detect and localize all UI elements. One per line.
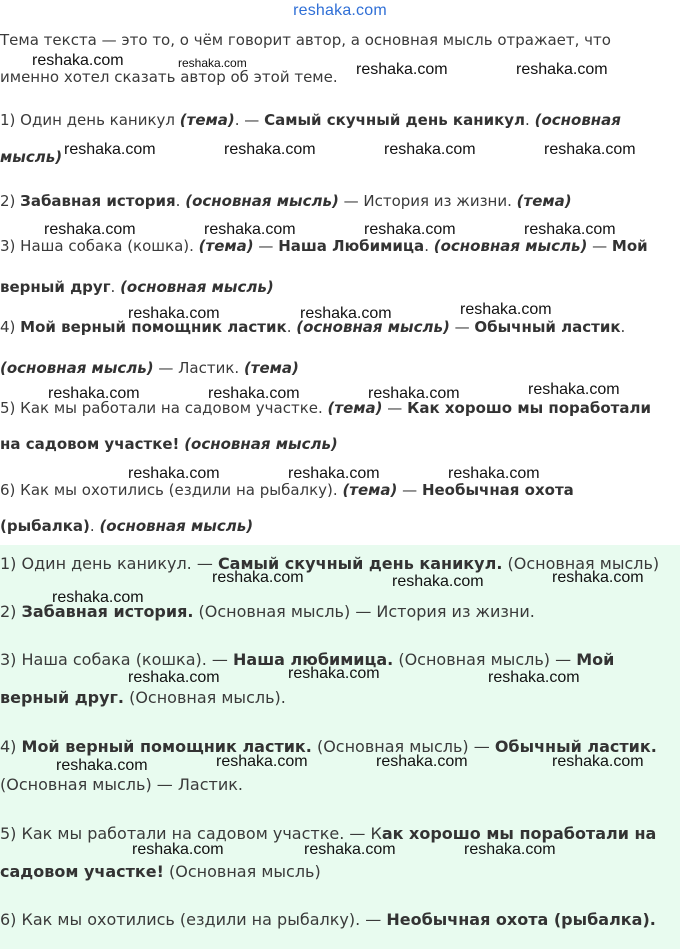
watermark: reshaka.com <box>212 569 304 586</box>
part2-item-1: 1) Один день каникул. — Самый скучный день каникул. (Основная мысль) <box>0 554 660 573</box>
watermark: reshaka.com <box>516 61 608 78</box>
watermark: reshaka.com <box>384 141 476 158</box>
watermark: reshaka.com <box>356 61 448 78</box>
watermark: reshaka.com <box>64 141 156 158</box>
watermark: reshaka.com <box>224 141 316 158</box>
watermark: reshaka.com <box>488 669 580 686</box>
watermark: reshaka.com <box>524 221 616 238</box>
part2-item-3: 3) Наша собака (кошка). — Наша любимица. (Основная мысль) — Мой верный друг. (Основная мысль). <box>0 650 615 707</box>
watermark: reshaka.com <box>128 305 220 322</box>
watermark: reshaka.com <box>304 841 396 858</box>
watermark: reshaka.com <box>448 465 540 482</box>
watermark: reshaka.com <box>178 56 247 70</box>
watermark: reshaka.com <box>48 385 140 402</box>
watermark: reshaka.com <box>288 665 380 682</box>
watermark: reshaka.com <box>392 573 484 590</box>
part2-item-4: 4) Мой верный помощник ластик. (Основная мысль) — Обычный ластик. (Основная мысль) — Ластик. <box>0 737 657 794</box>
intro-line-2: именно хотел сказать автор об этой теме. <box>0 68 338 86</box>
watermark: reshaka.com <box>300 305 392 322</box>
part1-item-2: 2) Забавная история. (основная мысль) — История из жизни. (тема) <box>0 192 572 210</box>
watermark: reshaka.com <box>132 841 224 858</box>
watermark: reshaka.com <box>528 381 620 398</box>
watermark: reshaka.com <box>288 465 380 482</box>
watermark: reshaka.com <box>552 569 644 586</box>
watermark: reshaka.com <box>208 385 300 402</box>
top-watermark: reshaka.com <box>293 2 387 19</box>
watermark: reshaka.com <box>44 221 136 238</box>
part1-item-1: 1) Один день каникул (тема). — Самый скучный день каникул. (основная мысль) <box>0 111 621 166</box>
watermark: reshaka.com <box>128 465 220 482</box>
part1-item-5: 5) Как мы работали на садовом участке. (тема) — Как хорошо мы поработали на садовом участке! (основная мысль) <box>0 399 651 453</box>
part1-item-4: 4) Мой верный помощник ластик. (основная мысль) — Обычный ластик. (основная мысль) — Ластик. (тема) <box>0 318 626 377</box>
watermark: reshaka.com <box>376 753 468 770</box>
watermark: reshaka.com <box>128 669 220 686</box>
part2-item-2: 2) Забавная история. (Основная мысль) — История из жизни. <box>0 602 535 621</box>
watermark: reshaka.com <box>368 385 460 402</box>
watermark: reshaka.com <box>204 221 296 238</box>
watermark: reshaka.com <box>460 301 552 318</box>
watermark: reshaka.com <box>32 52 124 69</box>
watermark: reshaka.com <box>52 589 144 606</box>
watermark: reshaka.com <box>464 841 556 858</box>
part2-item-6: 6) Как мы охотились (ездили на рыбалку). — Необычная охота (рыбалка). <box>0 910 656 929</box>
part1-item-6: 6) Как мы охотились (ездили на рыбалку). (тема) — Необычная охота (рыбалка). (основная мысль) <box>0 481 574 535</box>
watermark: reshaka.com <box>216 753 308 770</box>
watermark: reshaka.com <box>544 141 636 158</box>
watermark: reshaka.com <box>56 757 148 774</box>
part1-item-3: 3) Наша собака (кошка). (тема) — Наша Любимица. (основная мысль) — Мой верный друг. (основная мысль) <box>0 237 648 296</box>
watermark: reshaka.com <box>552 753 644 770</box>
intro-line-1: Тема текста — это то, о чём говорит автор, а основная мысль отражает, что <box>0 31 611 49</box>
part2-item-5: 5) Как мы работали на садовом участке. — Как хорошо мы поработали на садовом участке! (Основная мысль) <box>0 824 657 881</box>
watermark: reshaka.com <box>364 221 456 238</box>
